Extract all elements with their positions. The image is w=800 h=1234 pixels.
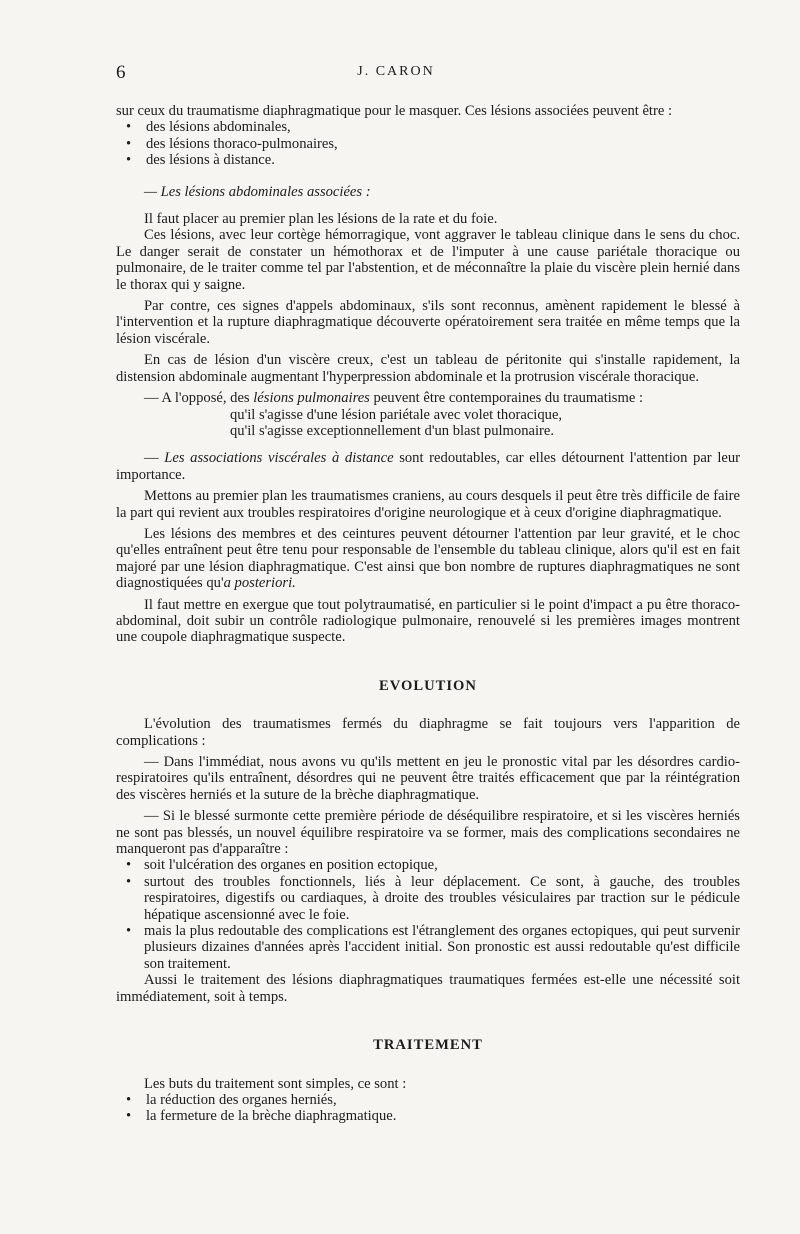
paragraph: Les lésions des membres et des ceintures peuvent détourner l'attention par leur gravité, et le choc qu'elles entraînent peut être tenu pour responsable de l'ensemble du tableau clinique, alors qu'il est en fait majoré par une lésion diaphragmatique. C'est ainsi que bon nombre de ruptures diaphragmatiques ne sont diagnostiquées qu'a posteriori. [116, 525, 740, 592]
paragraph: En cas de lésion d'un viscère creux, c'est un tableau de péritonite qui s'installe rapidement, la distension abdominale augmentant l'hyperpression abdominale et la protrusion viscérale thoracique. [116, 352, 740, 385]
list-item: • la fermeture de la brèche diaphragmatique. [126, 1108, 397, 1125]
page-header [116, 62, 676, 86]
list-item: • des lésions à distance. [126, 152, 275, 169]
paragraph: L'évolution des traumatismes fermés du diaphragme se fait toujours vers l'apparition de complications : [116, 716, 740, 749]
paragraph-pulmonary: — A l'opposé, des lésions pulmonaires peuvent être contemporaines du traumatisme : [144, 390, 644, 407]
paragraph: Les buts du traitement sont simples, ce sont : [144, 1075, 407, 1092]
page-number: 6 [116, 62, 126, 83]
list-item: • des lésions thoraco-pulmonaires, [126, 135, 338, 152]
sub-line: qu'il s'agisse d'une lésion pariétale avec volet thoracique, [230, 406, 563, 423]
paragraph: Ces lésions, avec leur cortège hémorragique, vont aggraver le tableau clinique dans le sens du choc. Le danger serait de constater un hémothorax et de l'imputer à une cause pariétale thoracique ou pulmonaire, de le traiter comme tel par l'abstention, et de méconnaître la plaie du viscère plein hernié dans le thorax qui y saigne. [116, 227, 740, 293]
paragraph: Il faut placer au premier plan les lésions de la rate et du foie. [144, 211, 498, 228]
list-item: • surtout des troubles fonctionnels, liés à leur déplacement. Ce sont, à gauche, des troubles respiratoires, digestifs ou cardiaques, à droite des troubles vésiculaires par traction sur le pédicule hépatique ascensionné avec le foie. [126, 873, 740, 923]
subheading-abdominal: — Les lésions abdominales associées : [144, 183, 371, 200]
bullet-icon: • [126, 873, 132, 890]
paragraph: — Si le blessé surmonte cette première période de déséquilibre respiratoire, et si les viscères herniés ne sont pas blessés, un nouvel équilibre respiratoire va se former, mais des complications secondaires ne manqueront pas d'apparaître : [116, 808, 740, 858]
section-heading-traitement: TRAITEMENT [373, 1037, 483, 1054]
paragraph: Aussi le traitement des lésions diaphragmatiques traumatiques fermées est-elle une nécessité soit immédiatement, soit à temps. [116, 972, 740, 1005]
bullet-icon: • [126, 135, 132, 152]
bullet-icon: • [126, 152, 132, 169]
section-heading-evolution: EVOLUTION [379, 677, 477, 694]
paragraph: sur ceux du traumatisme diaphragmatique pour le masquer. Ces lésions associées peuvent être : [116, 103, 673, 119]
paragraph: Il faut mettre en exergue que tout polytraumatisé, en particulier si le point d'impact a pu être thoraco-abdominal, doit subir un contrôle radiologique pulmonaire, renouvelé si les premières images montrent une coupole diaphragmatique suspecte. [116, 596, 740, 646]
paragraph: Par contre, ces signes d'appels abdominaux, s'ils sont reconnus, amènent rapidement le blessé à l'intervention et la rupture diaphragmatique découverte opératoirement sera traitée en même temps que la lésion viscérale. [116, 298, 740, 347]
paragraph-distance: — Les associations viscérales à distance sont redoutables, car elles détournent l'attention par leur importance. [116, 450, 741, 483]
sub-line: qu'il s'agisse exceptionnellement d'un blast pulmonaire. [230, 422, 555, 439]
list-item: • la réduction des organes herniés, [126, 1091, 337, 1108]
bullet-icon: • [126, 923, 132, 940]
bullet-icon: • [126, 119, 132, 136]
paragraph: Mettons au premier plan les traumatismes craniens, au cours desquels il peut être très difficile de faire la part qui revient aux troubles respiratoires d'origine neurologique et à ceux d'origine diaphragmatique. [116, 488, 740, 521]
list-item: • soit l'ulcération des organes en position ectopique, [126, 857, 438, 874]
list-item: • des lésions abdominales, [126, 119, 291, 136]
running-head-author: J. CARON [357, 64, 435, 79]
bullet-icon: • [126, 1091, 132, 1108]
bullet-icon: • [126, 857, 132, 874]
bullet-icon: • [126, 1108, 132, 1125]
list-item: • mais la plus redoutable des complications est l'étranglement des organes ectopiques, qui peut survenir plusieurs dizaines d'années après l'accident initial. Son pronostic est aussi redoutable qu'est difficile son traitement. [126, 923, 740, 972]
paragraph: — Dans l'immédiat, nous avons vu qu'ils mettent en jeu le pronostic vital par les désordres cardio-respiratoires qu'ils entraînent, désordres qui ne peuvent être traités efficacement que par la réintégration des viscères herniés et la suture de la brèche diaphragmatique. [116, 754, 740, 803]
body-text [116, 103, 740, 1125]
